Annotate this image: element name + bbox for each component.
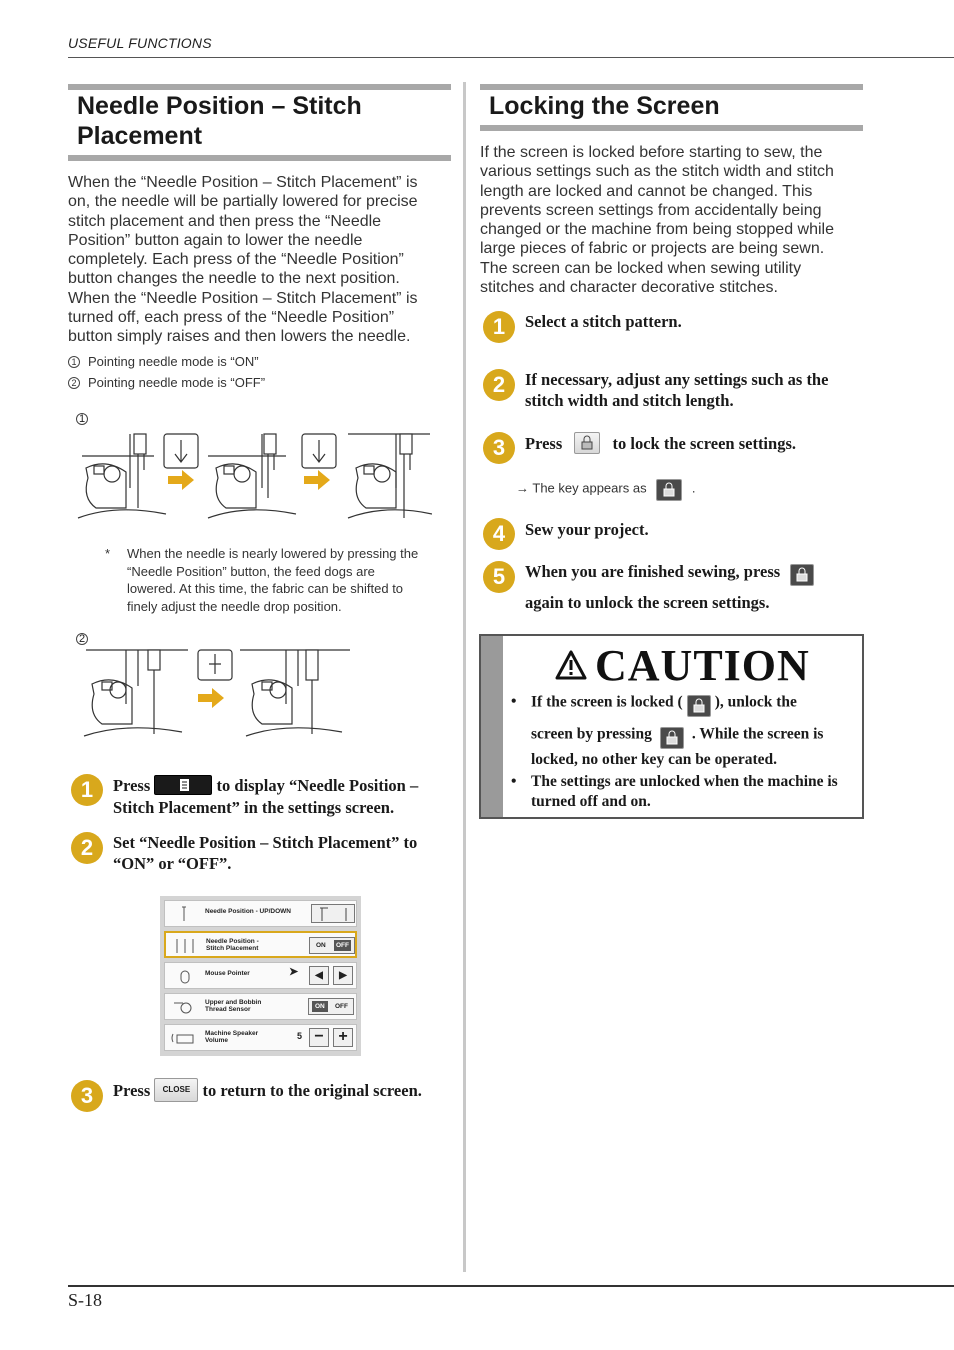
step-text: to display “Needle Position – — [216, 776, 419, 795]
step-number: 5 — [483, 561, 515, 593]
lock-icon — [575, 433, 599, 453]
caution-item-2 — [531, 772, 861, 812]
text-line: stitches and character decorative stitches. — [480, 279, 778, 297]
close-button[interactable]: CLOSE — [154, 1078, 198, 1102]
thread-sensor-toggle[interactable] — [308, 998, 354, 1015]
text-line: turned off, each press of the “Needle Position” — [68, 309, 395, 327]
setting-label — [205, 999, 295, 1013]
section-bar-top — [480, 84, 863, 90]
caution-text: ), unlock the — [714, 693, 797, 711]
step-number: 2 — [483, 369, 515, 401]
caution-text: locked, no other key can be operated. — [531, 751, 777, 768]
step-instruction — [525, 369, 865, 411]
step-instruction: Sew your project. — [525, 520, 649, 539]
step-text: Press — [113, 776, 151, 795]
step-note — [516, 478, 695, 500]
list-item-text: Pointing needle mode is “ON” — [88, 354, 259, 369]
on-label: ON — [312, 1001, 328, 1012]
label-line: Upper and Bobbin — [205, 999, 262, 1006]
settings-page-icon — [155, 776, 213, 794]
mouse-icon — [171, 968, 197, 984]
step-text: to lock the screen settings. — [612, 434, 796, 453]
volume-value: 5 — [297, 1031, 303, 1041]
text-line: completely. Each press of the “Needle Position” — [68, 251, 404, 269]
text-line: lowered. At this time, the fabric can be shifted to — [127, 581, 404, 596]
volume-up-button[interactable]: + — [333, 1028, 353, 1047]
step-number: 3 — [71, 1080, 103, 1112]
circled-number: 2 — [68, 377, 80, 389]
settings-key-button[interactable] — [154, 775, 212, 795]
title-line: Needle Position – Stitch — [77, 92, 362, 120]
stitch-placement-toggle[interactable] — [309, 937, 355, 954]
step-text: “ON” or “OFF”. — [113, 854, 232, 873]
step-number: 2 — [71, 832, 103, 864]
text-line: length are locked and cannot be changed. This — [480, 182, 813, 200]
header-rule — [68, 57, 954, 58]
section-bar-bottom — [68, 155, 451, 161]
setting-row-speaker-volume — [164, 1024, 357, 1051]
step-number: 4 — [483, 518, 515, 550]
title-line: Placement — [77, 122, 203, 150]
lock-icon — [661, 728, 683, 748]
lock-icon — [688, 696, 710, 716]
caution-text: The settings are unlocked when the machine is — [531, 773, 838, 790]
section-title-locking-screen: Locking the Screen — [489, 92, 720, 120]
pointer-next-button[interactable]: ▶ — [333, 966, 353, 985]
step-instruction — [113, 832, 458, 874]
step-text: to return to the original screen. — [202, 1081, 422, 1100]
text-line: When the “Needle Position – Stitch Placement” is — [68, 289, 418, 307]
step-text: Press — [525, 434, 563, 453]
needle-updown-button[interactable] — [311, 904, 355, 923]
caution-bullet: • — [511, 773, 517, 790]
setting-label — [205, 1030, 295, 1044]
step-instruction — [113, 775, 458, 818]
note-text: . — [691, 480, 696, 496]
step-text: Set “Needle Position – Stitch Placement” to — [113, 833, 418, 852]
text-line: various settings such as the stitch width and stitch — [480, 163, 834, 181]
caution-bullet: • — [511, 693, 517, 710]
step-number: 3 — [483, 432, 515, 464]
text-line: When the “Needle Position – Stitch Placement” is — [68, 174, 418, 191]
label-line: Stitch Placement — [206, 945, 259, 952]
section-title-needle-position — [77, 91, 362, 151]
step-number: 1 — [71, 774, 103, 806]
circled-number: 1 — [68, 356, 80, 368]
text-line: “Needle Position” button, the feed dogs are — [127, 563, 375, 579]
unlock-key-button[interactable] — [660, 727, 684, 749]
caution-text: screen by pressing — [531, 725, 652, 743]
step-instruction: Select a stitch pattern. — [525, 312, 682, 331]
locked-key-indicator — [687, 695, 711, 717]
column-divider — [463, 82, 466, 1272]
text-line: When the needle is nearly lowered by pressing the — [127, 546, 419, 561]
unlock-key-button[interactable] — [790, 564, 814, 586]
text-line: stitch placement and then press the “Needle — [68, 212, 382, 230]
on-label: ON — [316, 942, 326, 949]
setting-row-thread-sensor — [164, 993, 357, 1020]
setting-row-stitch-placement — [164, 931, 357, 958]
volume-down-button[interactable]: − — [309, 1028, 329, 1047]
text-line: button simply raises and then lowers the needle. — [68, 328, 411, 346]
text-line: button changes the needle to the next position. — [68, 270, 400, 288]
label-line: Machine Speaker — [205, 1030, 259, 1037]
speaker-icon — [171, 1030, 197, 1046]
footer-rule — [68, 1285, 954, 1287]
caution-item-1 — [531, 692, 861, 770]
figure-2-label: 2 — [76, 633, 88, 645]
off-label: OFF — [335, 1003, 348, 1010]
note-text: The key appears as — [532, 480, 647, 496]
figure-1-label: 1 — [76, 413, 88, 425]
off-label: OFF — [336, 942, 349, 949]
footnote — [105, 545, 450, 615]
step-number: 1 — [483, 311, 515, 343]
needle-intro-paragraph — [68, 173, 453, 347]
text-line: changed or the machine from being stopped while — [480, 221, 834, 239]
page-number: S-18 — [68, 1290, 103, 1310]
setting-row-needle-updown — [164, 900, 357, 927]
text-line: large pieces of fabric or projects are being sewn. — [480, 240, 825, 258]
caution-text: . While the screen is — [691, 725, 824, 743]
caution-text: turned off and on. — [531, 793, 651, 810]
caution-title: CAUTION — [595, 641, 810, 690]
thread-spool-icon — [171, 999, 197, 1015]
text-line: The screen can be locked when sewing utility — [480, 259, 802, 277]
lock-key-button[interactable] — [574, 432, 600, 454]
caution-sidebar — [481, 636, 503, 817]
lock-intro-paragraph — [480, 143, 865, 297]
needle-up-down-icon — [312, 905, 356, 924]
step-text: again to unlock the screen settings. — [525, 593, 770, 613]
text-line: finely adjust the needle drop position. — [127, 598, 342, 614]
lock-icon — [657, 480, 681, 500]
needle-icon — [171, 906, 197, 922]
text-line: prevents screen settings from accidentally being — [480, 201, 822, 219]
footnote-mark: * — [105, 546, 111, 561]
text-line: If the screen is locked before starting to sew, the — [480, 144, 823, 161]
text-line: on, the needle will be partially lowered for precise — [68, 193, 418, 211]
locked-key-indicator — [656, 479, 682, 501]
caution-box — [479, 634, 864, 819]
step-instruction — [525, 561, 865, 613]
needle-position-icon — [172, 938, 198, 954]
section-bar-top — [68, 84, 451, 90]
step-text: If necessary, adjust any settings such as the — [525, 370, 829, 389]
list-item — [68, 375, 265, 390]
step-text: When you are finished sewing, press — [525, 562, 781, 581]
arrow-glyph: → — [516, 480, 529, 496]
settings-panel — [160, 896, 361, 1056]
step-text: stitch width and stitch length. — [525, 391, 734, 410]
text-line: Position” button again to lower the needle — [68, 231, 363, 249]
step-text: Press — [113, 1081, 151, 1100]
step-instruction — [113, 1080, 458, 1104]
label-line: Volume — [205, 1037, 228, 1044]
setting-row-mouse-pointer — [164, 962, 357, 989]
needle-position-off-illustration — [76, 644, 356, 744]
needle-position-on-illustration — [76, 428, 432, 526]
warning-triangle-icon — [555, 650, 587, 680]
label-line: Thread Sensor — [205, 1006, 251, 1013]
setting-label: Mouse Pointer — [205, 970, 250, 977]
step-instruction — [525, 433, 796, 456]
setting-label: Needle Position - UP/DOWN — [205, 908, 291, 915]
list-item — [68, 354, 259, 369]
lock-icon — [791, 565, 813, 585]
pointer-prev-button[interactable]: ◀ — [309, 966, 329, 985]
label-line: Needle Position - — [206, 938, 259, 945]
caution-text: If the screen is locked ( — [531, 693, 683, 711]
setting-label — [206, 938, 296, 952]
step-text: Stitch Placement” in the settings screen. — [113, 798, 395, 818]
running-head: USEFUL FUNCTIONS — [68, 35, 212, 51]
list-item-text: Pointing needle mode is “OFF” — [88, 375, 266, 390]
cursor-icon: ➤ — [289, 966, 299, 978]
section-bar-bottom — [480, 125, 863, 131]
